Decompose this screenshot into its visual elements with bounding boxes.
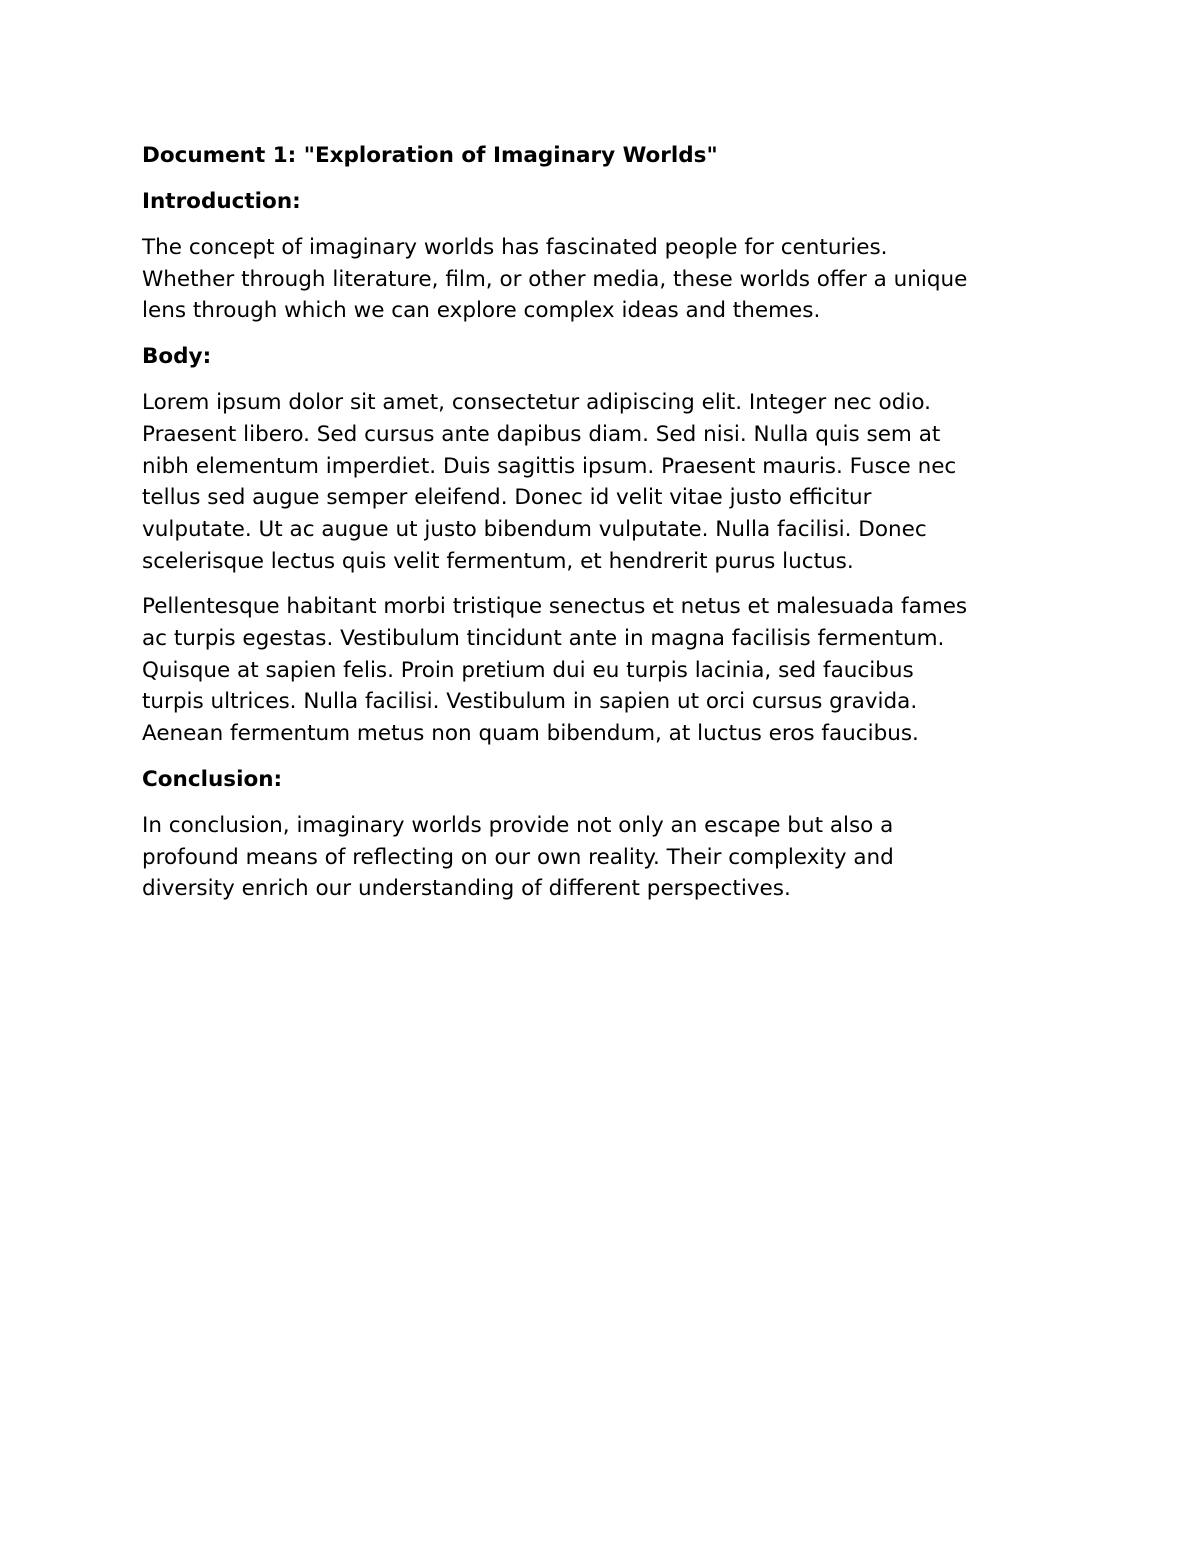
body-paragraph-2-line: Quisque at sapien felis. Proin pretium dui eu turpis lacinia, sed faucibus [142, 657, 914, 683]
body-heading: Body: [142, 344, 212, 370]
body-paragraph-1-line: scelerisque lectus quis velit fermentum, et hendrerit purus luctus. [142, 548, 854, 574]
introduction-heading: Introduction: [142, 189, 301, 214]
body-paragraph-2 [142, 591, 1062, 750]
conclusion-heading: Conclusion: [142, 766, 283, 792]
body-paragraph-2-line: Pellentesque habitant morbi tristique senectus et netus et malesuada fames [142, 594, 968, 620]
introduction-paragraph [142, 232, 1062, 327]
body-paragraph-2-line: ac turpis egestas. Vestibulum tincidunt ante in magna facilisis fermentum. [142, 626, 945, 652]
conclusion-paragraph [142, 810, 1062, 905]
document-page [142, 140, 1062, 919]
conclusion-line: profound means of reflecting on our own reality. Their complexity and [142, 844, 894, 870]
body-paragraph-1-line: tellus sed augue semper eleifend. Donec id velit vitae justo efficitur [142, 485, 872, 511]
body-paragraph-1 [142, 387, 1062, 577]
introduction-line: The concept of imaginary worlds has fascinated people for centuries. [142, 235, 888, 260]
body-paragraph-1-line: Praesent libero. Sed cursus ante dapibus diam. Sed nisi. Nulla quis sem at [142, 421, 941, 447]
document-title: Document 1: "Exploration of Imaginary Worlds" [142, 143, 718, 168]
introduction-line: lens through which we can explore complex ideas and themes. [142, 298, 821, 324]
conclusion-line: In conclusion, imaginary worlds provide not only an escape but also a [142, 812, 894, 838]
body-paragraph-1-line: vulputate. Ut ac augue ut justo bibendum vulputate. Nulla facilisi. Donec [142, 516, 927, 542]
conclusion-line: diversity enrich our understanding of different perspectives. [142, 876, 791, 902]
body-paragraph-2-line: Aenean fermentum metus non quam bibendum, at luctus eros faucibus. [142, 721, 919, 747]
body-paragraph-1-line: Lorem ipsum dolor sit amet, consectetur adipiscing elit. Integer nec odio. [142, 390, 931, 416]
introduction-line: Whether through literature, film, or other media, these worlds offer a unique [142, 266, 968, 292]
body-paragraph-2-line: turpis ultrices. Nulla facilisi. Vestibulum in sapien ut orci cursus gravida. [142, 689, 918, 715]
body-paragraph-1-line: nibh elementum imperdiet. Duis sagittis ipsum. Praesent mauris. Fusce nec [142, 453, 957, 479]
